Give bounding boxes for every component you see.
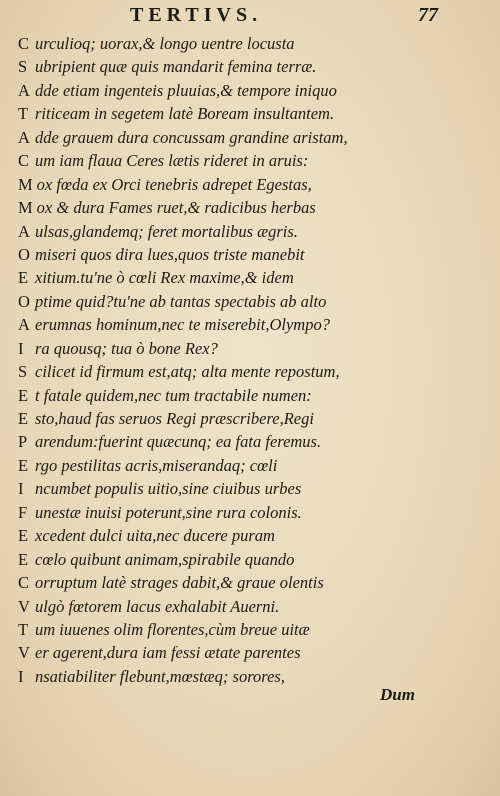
verse-initial: A [18,127,30,147]
verse-initial: P [18,432,28,452]
verse-line [18,102,483,125]
verse-initial: O [18,291,30,311]
verse-text: orruptum latè strages dabit,& graue olentis [35,573,324,593]
verse-text: riticeam in segetem latè Boream insultantem. [35,104,335,124]
verse-initial: S [18,362,28,382]
verse-initial: A [18,80,30,100]
verse-text: xcedent dulci uita,nec ducere puram [35,526,275,546]
verse-line [18,266,483,289]
verse-line [18,149,483,172]
verse-initial: I [18,479,24,499]
verse-text: t fatale quidem,nec tum tractabile numen: [35,385,312,405]
verse-text: unestæ inuisi poterunt,sine rura colonis. [35,502,302,522]
running-head: TERTIVS. [130,4,263,26]
verse-text: cœlo quibunt animam,spirabile quando [35,549,295,569]
verse-initial: A [18,315,30,335]
verse-initial: E [18,385,29,405]
verse-initial: V [18,643,30,663]
verse-line [18,454,483,477]
verse-text: urculioq; uorax,& longo uentre locusta [35,34,295,53]
verse-line [18,337,483,360]
verse-initial: T [18,619,29,639]
verse-initial: E [18,268,29,288]
verse-initial: E [18,526,29,546]
verse-text: nsatiabiliter flebunt,mœstæq; sorores, [35,666,285,686]
verse-initial: C [18,34,30,53]
verse-line [18,196,483,219]
verse-line [18,32,483,55]
verse-text: er agerent,dura iam fessi ætate parentes [35,643,301,663]
verse-initial: S [18,57,28,77]
verse-initial: A [18,221,30,241]
verse-text: dde grauem dura concussam grandine aristam, [35,127,348,147]
verse-line [18,384,483,407]
verse-text: xitium.tu'ne ò cœli Rex maxime,& idem [35,268,294,288]
verse-text: ra quousq; tua ò bone Rex? [35,338,218,358]
verse-line [18,641,483,664]
verse-initial: F [18,502,28,522]
verse-text: cilicet id firmum est,atq; alta mente repostum, [35,362,340,382]
verse-initial: C [18,151,30,171]
verse-initial: O [18,244,30,264]
verse-line [18,173,483,196]
verse-line [18,360,483,383]
verse-line [18,220,483,243]
verse-text: ox & dura Fames ruet,& radicibus herbas [36,198,316,218]
verse-text: arendum:fuerint quæcunq; ea fata feremus. [35,432,322,452]
catchword: Dum [380,685,415,704]
verse-text: ulgò fœtorem lacus exhalabit Auerni. [35,596,280,616]
verse-text: ox fœda ex Orci tenebris adrepet Egestas, [36,174,312,194]
folio-number: 77 [418,4,438,26]
verse-line [18,430,483,453]
page-header [0,2,500,28]
verse-initial: I [18,338,24,358]
verse-initial: M [18,198,33,218]
verse-line [18,55,483,78]
verse-initial: M [18,174,33,194]
verse-line [18,290,483,313]
verse-line [18,477,483,500]
verse-text: dde etiam ingenteis pluuias,& tempore iniquo [35,80,337,100]
verse-initial: T [18,104,29,124]
verse-text: ulsas,glandemq; feret mortalibus ægris. [35,221,298,241]
verse-list [18,32,483,688]
verse-initial: E [18,409,29,428]
verse-text: ubripient quæ quis mandarit femina terræ. [35,57,317,77]
verse-text: um iam flaua Ceres lætis rideret in aruis: [35,151,309,171]
verse-line [18,524,483,547]
verse-text: rgo pestilitas acris,miserandaq; cœli [35,455,278,475]
verse-line [18,313,483,336]
verse-line [18,407,483,430]
verse-line [18,595,483,618]
verse-text: ncumbet populis uitio,sine ciuibus urbes [35,479,302,499]
verse-text: sto,haud fas seruos Regi præscribere,Regi [35,409,314,428]
verse-line [18,243,483,266]
verse-line [18,571,483,594]
verse-initial: C [18,573,30,593]
verse-text: miseri quos dira lues,quos triste manebit [35,244,305,264]
verse-initial: E [18,455,29,475]
verse-text: um iuuenes olim florentes,cùm breue uitæ [35,619,310,639]
verse-line [18,548,483,571]
verse-initial: E [18,549,29,569]
verse-line [18,79,483,102]
verse-line [18,618,483,641]
verse-initial: I [18,666,24,686]
verse-line [18,126,483,149]
verse-initial: V [18,596,30,616]
verse-line [18,501,483,524]
verse-text: erumnas hominum,nec te miserebit,Olympo? [35,315,330,335]
verse-text: ptime quid?tu'ne ab tantas spectabis ab alto [35,291,327,311]
